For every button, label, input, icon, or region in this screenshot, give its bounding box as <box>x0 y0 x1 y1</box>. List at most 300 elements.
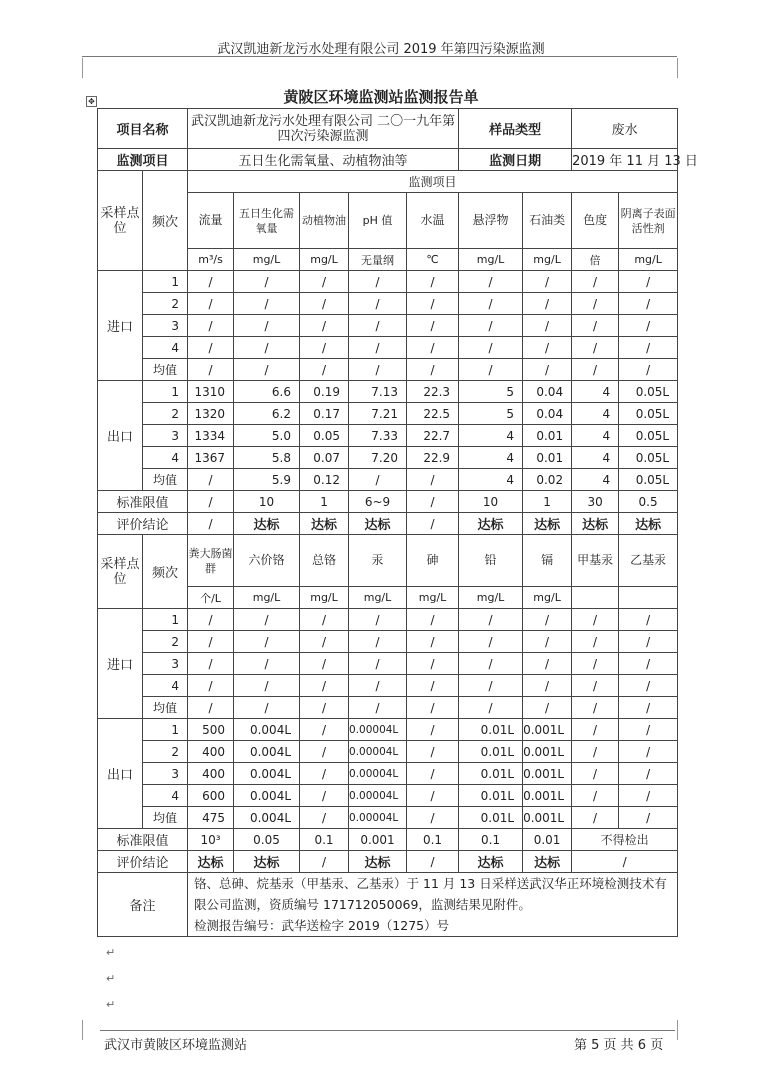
value-cell: / <box>459 697 523 719</box>
value-cell: / <box>619 631 678 653</box>
value-cell: 0.01L <box>459 785 523 807</box>
frequency-cell: 1 <box>143 271 188 293</box>
unit-cell: mg/L <box>407 587 459 609</box>
evaluation-cell: 达标 <box>349 513 407 535</box>
value-cell: 0.07 <box>300 447 349 469</box>
standard-limit-cell: 0.05 <box>234 829 300 851</box>
value-cell: / <box>619 337 678 359</box>
value-cell: / <box>188 337 234 359</box>
value-cell: / <box>523 315 572 337</box>
parameter-header: 镉 <box>523 535 572 587</box>
value-cell: 5.9 <box>234 469 300 491</box>
value-cell: / <box>572 271 619 293</box>
value-cell: 475 <box>188 807 234 829</box>
standard-limit-cell: 10 <box>234 491 300 513</box>
value-cell: / <box>619 807 678 829</box>
value-cell: / <box>349 697 407 719</box>
crop-mark <box>82 58 83 78</box>
value-cell: / <box>234 631 300 653</box>
frequency-cell: 均值 <box>143 469 188 491</box>
table-row <box>98 851 678 873</box>
evaluation-cell: 达标 <box>234 513 300 535</box>
frequency-cell: 2 <box>143 293 188 315</box>
standard-limit-cell: 0.1 <box>407 829 459 851</box>
value-cell: / <box>300 337 349 359</box>
value-cell: 5 <box>459 403 523 425</box>
value-cell: / <box>459 609 523 631</box>
value-cell: / <box>523 653 572 675</box>
value-cell: 600 <box>188 785 234 807</box>
value-cell: / <box>234 315 300 337</box>
value-cell: 0.17 <box>300 403 349 425</box>
standard-limit-cell: 10³ <box>188 829 234 851</box>
value-cell: 4 <box>572 381 619 403</box>
value-cell: 0.05 <box>300 425 349 447</box>
parameter-header: 六价铬 <box>234 535 300 587</box>
evaluation-cell: 达标 <box>459 851 523 873</box>
sample-point-cell: 出口 <box>98 719 143 829</box>
parameter-header: 色度 <box>572 193 619 249</box>
parameter-header: 五日生化需氧量 <box>234 193 300 249</box>
table-row <box>98 447 678 469</box>
value-cell: / <box>349 293 407 315</box>
parameter-header: 流量 <box>188 193 234 249</box>
value-cell: 0.01 <box>523 447 572 469</box>
sample-point-cell: 进口 <box>98 271 143 381</box>
sample-type-label: 样品类型 <box>459 109 572 149</box>
value-cell: 1334 <box>188 425 234 447</box>
value-cell: 22.3 <box>407 381 459 403</box>
unit-cell: ℃ <box>407 249 459 271</box>
value-cell: / <box>459 631 523 653</box>
value-cell: 0.004L <box>234 763 300 785</box>
value-cell: / <box>349 359 407 381</box>
report-table <box>97 108 698 937</box>
frequency-cell: 4 <box>143 337 188 359</box>
value-cell: / <box>349 469 407 491</box>
parameter-header: 阴离子表面活性剂 <box>619 193 678 249</box>
value-cell: 0.01L <box>459 719 523 741</box>
value-cell: / <box>523 359 572 381</box>
value-cell: / <box>300 785 349 807</box>
value-cell: / <box>459 653 523 675</box>
paragraph-mark-icon: ↵ <box>106 946 116 959</box>
table-row <box>98 171 678 193</box>
value-cell: / <box>234 653 300 675</box>
value-cell: / <box>300 631 349 653</box>
value-cell: / <box>523 337 572 359</box>
frequency-cell: 4 <box>143 447 188 469</box>
standard-limit-cell: 1 <box>523 491 572 513</box>
value-cell: / <box>523 293 572 315</box>
value-cell: / <box>523 697 572 719</box>
value-cell: / <box>459 315 523 337</box>
evaluation-cell: 达标 <box>459 513 523 535</box>
value-cell: / <box>572 609 619 631</box>
frequency-cell: 1 <box>143 381 188 403</box>
value-cell: / <box>619 271 678 293</box>
evaluation-cell: / <box>300 851 349 873</box>
frequency-cell: 2 <box>143 741 188 763</box>
monitor-item-value: 五日生化需氧量、动植物油等 <box>188 149 459 171</box>
value-cell: 0.04 <box>523 403 572 425</box>
value-cell: / <box>234 359 300 381</box>
value-cell: 500 <box>188 719 234 741</box>
value-cell: / <box>407 697 459 719</box>
value-cell: / <box>300 741 349 763</box>
unit-cell: m³/s <box>188 249 234 271</box>
standard-limit-cell: 不得检出 <box>572 829 678 851</box>
standard-limit-cell: 6~9 <box>349 491 407 513</box>
frequency-cell: 3 <box>143 653 188 675</box>
parameter-header: 乙基汞 <box>619 535 678 587</box>
remark-text <box>188 873 678 937</box>
value-cell: / <box>349 271 407 293</box>
value-cell: / <box>407 469 459 491</box>
value-cell: / <box>407 741 459 763</box>
crop-mark <box>82 1020 83 1040</box>
table-row <box>98 359 678 381</box>
footer-rule <box>100 1030 675 1031</box>
monitor-date-value: 2019 年 11 月 13 日 <box>572 149 678 171</box>
frequency-cell: 3 <box>143 763 188 785</box>
evaluation-cell: 达标 <box>234 851 300 873</box>
value-cell: / <box>523 675 572 697</box>
unit-cell: mg/L <box>349 587 407 609</box>
value-cell: / <box>619 653 678 675</box>
value-cell: / <box>188 653 234 675</box>
value-cell: 0.00004L <box>349 741 407 763</box>
unit-cell <box>572 587 619 609</box>
value-cell: 7.13 <box>349 381 407 403</box>
value-cell: 7.21 <box>349 403 407 425</box>
value-cell: 4 <box>459 469 523 491</box>
table-row <box>98 271 678 293</box>
frequency-header: 频次 <box>143 171 188 271</box>
table-row <box>98 315 678 337</box>
unit-cell: mg/L <box>300 249 349 271</box>
value-cell: 4 <box>572 425 619 447</box>
standard-limit-cell: 0.01 <box>523 829 572 851</box>
standard-limit-cell: 0.001 <box>349 829 407 851</box>
evaluation-cell: 达标 <box>300 513 349 535</box>
table-row <box>98 149 678 171</box>
value-cell: / <box>523 271 572 293</box>
value-cell: 5.0 <box>234 425 300 447</box>
evaluation-cell: 达标 <box>523 851 572 873</box>
table-move-handle-icon[interactable]: ✥ <box>86 96 97 107</box>
value-cell: / <box>407 337 459 359</box>
value-cell: / <box>407 653 459 675</box>
value-cell: / <box>572 741 619 763</box>
unit-cell: mg/L <box>619 249 678 271</box>
standard-limit-cell: / <box>407 491 459 513</box>
monitor-items-header: 监测项目 <box>188 171 678 193</box>
value-cell: 22.5 <box>407 403 459 425</box>
table-row <box>98 653 678 675</box>
value-cell: / <box>234 609 300 631</box>
table-row <box>98 741 678 763</box>
value-cell: / <box>407 785 459 807</box>
evaluation-cell: 达标 <box>349 851 407 873</box>
table-row <box>98 763 678 785</box>
value-cell: / <box>300 271 349 293</box>
header-rule <box>82 56 677 57</box>
evaluation-cell: / <box>572 851 678 873</box>
value-cell: 0.004L <box>234 719 300 741</box>
value-cell: / <box>188 609 234 631</box>
table-row <box>98 675 678 697</box>
value-cell: / <box>572 763 619 785</box>
table-row <box>98 109 678 149</box>
standard-limit-cell: 0.5 <box>619 491 678 513</box>
value-cell: 0.001L <box>523 807 572 829</box>
unit-cell: 倍 <box>572 249 619 271</box>
value-cell: 0.05L <box>619 447 678 469</box>
value-cell: / <box>349 653 407 675</box>
value-cell: 7.33 <box>349 425 407 447</box>
frequency-cell: 均值 <box>143 359 188 381</box>
value-cell: / <box>300 359 349 381</box>
table-row <box>98 829 678 851</box>
value-cell: / <box>407 631 459 653</box>
value-cell: / <box>572 653 619 675</box>
value-cell: 0.02 <box>523 469 572 491</box>
frequency-cell: 1 <box>143 609 188 631</box>
value-cell: / <box>572 631 619 653</box>
value-cell: 1310 <box>188 381 234 403</box>
value-cell: 0.00004L <box>349 807 407 829</box>
parameter-header: 悬浮物 <box>459 193 523 249</box>
parameter-header: 铅 <box>459 535 523 587</box>
value-cell: / <box>572 293 619 315</box>
value-cell: / <box>407 315 459 337</box>
value-cell: / <box>619 719 678 741</box>
value-cell: 0.00004L <box>349 719 407 741</box>
value-cell: 0.05L <box>619 469 678 491</box>
value-cell: / <box>619 763 678 785</box>
unit-cell: mg/L <box>300 587 349 609</box>
value-cell: / <box>300 719 349 741</box>
table-row <box>98 403 678 425</box>
table-row <box>98 785 678 807</box>
value-cell: / <box>300 315 349 337</box>
table-row <box>98 697 678 719</box>
unit-cell: 无量纲 <box>349 249 407 271</box>
evaluation-cell: / <box>407 851 459 873</box>
frequency-cell: 2 <box>143 631 188 653</box>
table-row <box>98 719 678 741</box>
value-cell: 400 <box>188 741 234 763</box>
value-cell: / <box>407 293 459 315</box>
table-row <box>98 469 678 491</box>
value-cell: 0.01L <box>459 807 523 829</box>
sample-point-header: 采样点位 <box>98 171 143 271</box>
value-cell: / <box>300 653 349 675</box>
table-row <box>98 535 678 587</box>
value-cell: 0.05L <box>619 403 678 425</box>
table-row <box>98 631 678 653</box>
value-cell: / <box>300 697 349 719</box>
value-cell: 5.8 <box>234 447 300 469</box>
standard-limit-label: 标准限值 <box>98 829 188 851</box>
unit-cell: mg/L <box>234 249 300 271</box>
table-row <box>98 425 678 447</box>
frequency-header: 频次 <box>143 535 188 609</box>
report-title: 黄陂区环境监测站监测报告单 <box>283 88 479 106</box>
value-cell: 0.001L <box>523 719 572 741</box>
value-cell: / <box>459 359 523 381</box>
standard-limit-label: 标准限值 <box>98 491 188 513</box>
unit-cell: mg/L <box>459 249 523 271</box>
standard-limit-cell: 1 <box>300 491 349 513</box>
value-cell: / <box>572 697 619 719</box>
value-cell: / <box>459 293 523 315</box>
unit-cell: mg/L <box>523 249 572 271</box>
table-row <box>98 381 678 403</box>
value-cell: / <box>572 315 619 337</box>
frequency-cell: 3 <box>143 315 188 337</box>
parameter-header: 砷 <box>407 535 459 587</box>
value-cell: / <box>349 631 407 653</box>
value-cell: / <box>349 675 407 697</box>
value-cell: / <box>234 337 300 359</box>
sample-point-header: 采样点位 <box>98 535 143 609</box>
unit-cell <box>619 587 678 609</box>
value-cell: 0.01 <box>523 425 572 447</box>
value-cell: / <box>407 359 459 381</box>
parameter-header: 甲基汞 <box>572 535 619 587</box>
value-cell: / <box>619 741 678 763</box>
paragraph-mark-icon: ↵ <box>106 998 116 1011</box>
value-cell: 400 <box>188 763 234 785</box>
remark-label: 备注 <box>98 873 188 937</box>
value-cell: 6.6 <box>234 381 300 403</box>
value-cell: / <box>188 359 234 381</box>
evaluation-label: 评价结论 <box>98 513 188 535</box>
value-cell: / <box>188 675 234 697</box>
value-cell: / <box>234 271 300 293</box>
parameter-header: 总铬 <box>300 535 349 587</box>
value-cell: / <box>619 359 678 381</box>
frequency-cell: 1 <box>143 719 188 741</box>
page-header: 武汉凯迪新龙污水处理有限公司 2019 年第四污染源监测 <box>217 42 545 57</box>
value-cell: 4 <box>459 447 523 469</box>
parameter-header: 汞 <box>349 535 407 587</box>
evaluation-cell: / <box>188 513 234 535</box>
value-cell: / <box>188 271 234 293</box>
value-cell: 0.004L <box>234 785 300 807</box>
value-cell: 0.05L <box>619 381 678 403</box>
value-cell: 22.7 <box>407 425 459 447</box>
value-cell: 0.19 <box>300 381 349 403</box>
value-cell: / <box>407 719 459 741</box>
unit-cell: 个/L <box>188 587 234 609</box>
frequency-cell: 3 <box>143 425 188 447</box>
value-cell: / <box>619 785 678 807</box>
value-cell: / <box>572 359 619 381</box>
unit-cell: mg/L <box>523 587 572 609</box>
standard-limit-cell: / <box>188 491 234 513</box>
value-cell: / <box>572 337 619 359</box>
value-cell: / <box>407 675 459 697</box>
item-name-label: 项目名称 <box>98 109 188 149</box>
value-cell: / <box>619 609 678 631</box>
value-cell: 0.001L <box>523 785 572 807</box>
table-row <box>98 873 678 937</box>
frequency-cell: 均值 <box>143 807 188 829</box>
value-cell: / <box>188 293 234 315</box>
value-cell: / <box>188 631 234 653</box>
parameter-header: 动植物油 <box>300 193 349 249</box>
value-cell: / <box>188 315 234 337</box>
value-cell: / <box>407 609 459 631</box>
crop-mark <box>677 58 678 78</box>
value-cell: 4 <box>459 425 523 447</box>
value-cell: 0.05L <box>619 425 678 447</box>
paragraph-mark-icon: ↵ <box>106 972 116 985</box>
value-cell: / <box>407 807 459 829</box>
parameter-header: 水温 <box>407 193 459 249</box>
value-cell: / <box>300 293 349 315</box>
value-cell: / <box>459 675 523 697</box>
frequency-cell: 均值 <box>143 697 188 719</box>
value-cell: / <box>188 697 234 719</box>
value-cell: / <box>407 763 459 785</box>
table-row <box>98 513 678 535</box>
value-cell: 0.001L <box>523 741 572 763</box>
value-cell: 22.9 <box>407 447 459 469</box>
value-cell: / <box>300 675 349 697</box>
sample-point-cell: 进口 <box>98 609 143 719</box>
monitor-date-label: 监测日期 <box>459 149 572 171</box>
value-cell: / <box>349 337 407 359</box>
value-cell: / <box>572 675 619 697</box>
evaluation-label: 评价结论 <box>98 851 188 873</box>
value-cell: / <box>349 609 407 631</box>
standard-limit-cell: 0.1 <box>459 829 523 851</box>
value-cell: / <box>523 631 572 653</box>
value-cell: 0.004L <box>234 807 300 829</box>
evaluation-cell: 达标 <box>619 513 678 535</box>
value-cell: / <box>459 271 523 293</box>
table-row <box>98 337 678 359</box>
table-row <box>98 807 678 829</box>
value-cell: 0.00004L <box>349 785 407 807</box>
value-cell: 0.04 <box>523 381 572 403</box>
value-cell: / <box>234 675 300 697</box>
value-cell: 0.00004L <box>349 763 407 785</box>
standard-limit-cell: 30 <box>572 491 619 513</box>
value-cell: 1320 <box>188 403 234 425</box>
unit-cell: mg/L <box>234 587 300 609</box>
value-cell: 0.12 <box>300 469 349 491</box>
frequency-cell: 4 <box>143 675 188 697</box>
value-cell: 7.20 <box>349 447 407 469</box>
parameter-header: 粪大肠菌群 <box>188 535 234 587</box>
value-cell: 0.01L <box>459 741 523 763</box>
value-cell: 0.001L <box>523 763 572 785</box>
table-row <box>98 491 678 513</box>
value-cell: / <box>300 609 349 631</box>
crop-mark <box>677 1020 678 1040</box>
unit-cell: mg/L <box>459 587 523 609</box>
footer-page-number: 第 5 页 共 6 页 <box>574 1038 664 1053</box>
standard-limit-cell: 0.1 <box>300 829 349 851</box>
table-row <box>98 293 678 315</box>
parameter-header: 石油类 <box>523 193 572 249</box>
value-cell: 4 <box>572 447 619 469</box>
